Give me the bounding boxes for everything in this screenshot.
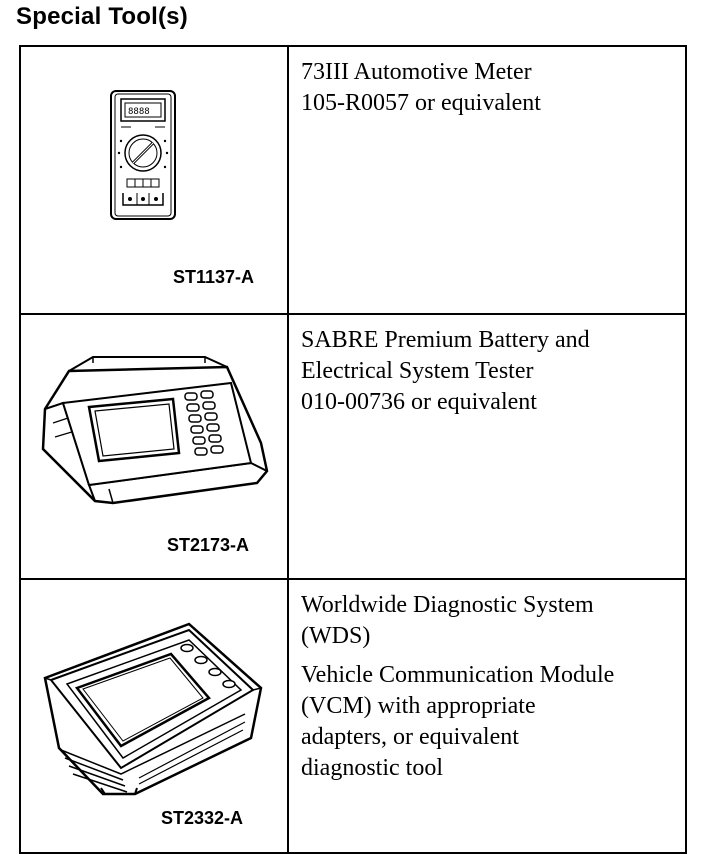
tool-image-cell — [20, 46, 288, 314]
tool-description-line: 105-R0057 or equivalent — [301, 90, 541, 116]
battery-tester-icon — [35, 353, 273, 509]
tool-reference-label: ST2332-A — [161, 808, 244, 828]
special-tools-table — [19, 45, 687, 854]
tool-description-line: (WDS) — [301, 623, 371, 649]
tool-description-cell — [288, 579, 686, 853]
tool-description-line: Vehicle Communication Module — [301, 662, 615, 688]
page-title: Special Tool(s) — [16, 3, 188, 30]
tool-description-line: (VCM) with appropriate — [301, 693, 536, 719]
tool-reference-label: ST1137-A — [173, 267, 255, 287]
tool-description-line: 010-00736 or equivalent — [301, 389, 537, 415]
svg-text:8888: 8888 — [128, 107, 150, 117]
tool-description-line: adapters, or equivalent — [301, 724, 519, 750]
tool-description-cell — [288, 46, 686, 314]
paragraph-gap — [301, 652, 685, 660]
tool-description-line: diagnostic tool — [301, 755, 443, 781]
tool-description-line: 73III Automotive Meter — [301, 59, 532, 85]
tool-image-cell — [20, 314, 288, 579]
tool-description-line: Worldwide Diagnostic System — [301, 592, 594, 618]
multimeter-icon — [107, 89, 179, 223]
tool-description-cell — [288, 314, 686, 579]
table-row — [20, 579, 686, 853]
table-row — [20, 46, 686, 314]
tool-image-cell — [20, 579, 288, 853]
table-row — [20, 314, 686, 579]
tool-description-line: Electrical System Tester — [301, 358, 534, 384]
tool-description-line: SABRE Premium Battery and — [301, 327, 590, 353]
diagnostic-tablet-icon — [39, 618, 265, 796]
tool-reference-label: ST2173-A — [167, 535, 250, 555]
